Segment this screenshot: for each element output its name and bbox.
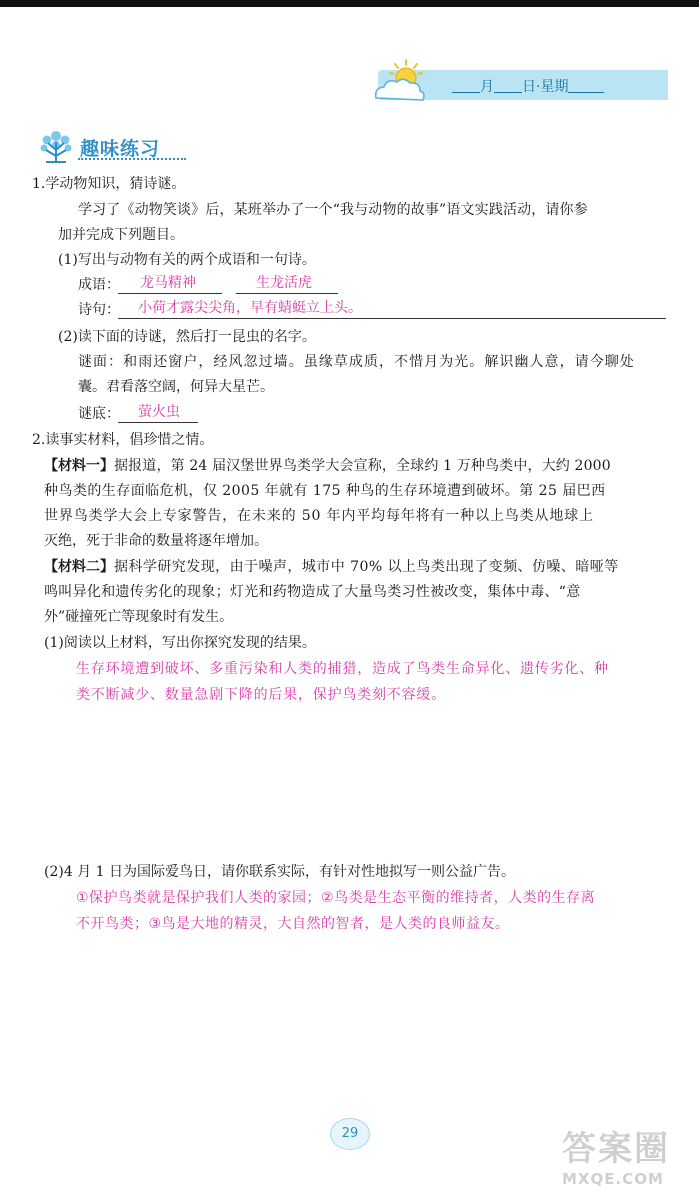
riddle-answer-label: 谜底：: [78, 406, 120, 422]
riddle-answer-blank[interactable]: [118, 422, 198, 423]
month-label: 月: [480, 79, 494, 95]
title-underline: [78, 158, 186, 160]
top-bar: [0, 0, 699, 7]
material2-line1: 据科学研究发现，由于噪声，城市中 70% 以上鸟类出现了变频、仿噪、暗哑等: [114, 559, 619, 575]
material1-line4: 灭绝，死于非命的数量将逐年增加。: [44, 533, 268, 549]
idiom-label: 成语：: [78, 277, 120, 293]
poem-blank[interactable]: [118, 318, 666, 319]
material1-line2: 种鸟类的生存面临危机，仅 2005 年就有 175 种鸟的生存环境遭到破坏。第 25 届巴西: [44, 483, 606, 499]
tree-icon: [36, 128, 76, 164]
q1-intro-line2: 加并完成下列题目。: [58, 227, 184, 243]
watermark-text: 答案圈: [562, 1129, 670, 1169]
q2-heading: 2.读事实材料，倡珍惜之情。: [32, 432, 214, 448]
material1-line1: 据报道，第 24 届汉堡世界鸟类学大会宣称，全球约 1 万种鸟类中，大约 2000: [114, 458, 611, 474]
week-blank[interactable]: [568, 78, 604, 93]
q2-part2-answer-line1: ①保护鸟类就是保护我们人类的家园；②鸟类是生态平衡的维持者，人类的生存离: [76, 890, 596, 906]
q2-part1-prompt: (1)阅读以上材料，写出你探究发现的结果。: [44, 635, 316, 651]
material2-block: [44, 557, 619, 577]
material1-line3: 世界鸟类学大会上专家警告，在未来的 50 年内平均每年将有一种以上鸟类从地球上: [44, 508, 594, 524]
riddle-line2: 囊。君看落空阔，何异大星芒。: [78, 379, 274, 395]
watermark-logo: [562, 1128, 690, 1194]
q1-part1-prompt: (1)写出与动物有关的两个成语和一句诗。: [58, 252, 316, 268]
material1-block: [44, 456, 611, 476]
q1-part2-prompt: (2)读下面的诗谜，然后打一昆虫的名字。: [58, 329, 316, 345]
idiom-blank-2[interactable]: [236, 293, 338, 294]
section-title: 趣味练习: [80, 138, 161, 160]
idiom-answer-2: 生龙活虎: [256, 275, 312, 291]
day-blank[interactable]: [494, 78, 522, 93]
q2-part1-answer-line2: 类不断减少、数量急剧下降的后果，保护鸟类刻不容缓。: [76, 687, 446, 703]
poem-answer: 小荷才露尖尖角，早有蜻蜓立上头。: [138, 300, 362, 316]
idiom-answer-1: 龙马精神: [140, 275, 196, 291]
q2-part1-answer-line1: 生存环境遭到破坏、多重污染和人类的捕猎，造成了鸟类生命异化、遗传劣化、种: [76, 661, 609, 677]
date-field: [452, 76, 604, 96]
material2-line3: 外”碰撞死亡等现象时有发生。: [44, 609, 234, 625]
watermark-url: MXQE.COM: [562, 1170, 664, 1188]
month-blank[interactable]: [452, 78, 480, 93]
riddle-answer: 萤火虫: [138, 404, 180, 420]
material1-tag: 【材料一】: [44, 458, 114, 474]
riddle-line1: 谜面：和雨还窗户，经风忽过墙。虽缘草成质，不惜月为光。解识幽人意，请今聊处: [78, 354, 635, 370]
q1-intro-line1: 学习了《动物笑谈》后，某班举办了一个“我与动物的故事”语文实践活动，请你参: [78, 202, 588, 218]
week-label: ·星期: [536, 79, 569, 95]
q2-part2-answer-line2: 不开鸟类；③鸟是大地的精灵，大自然的智者，是人类的良师益友。: [76, 916, 510, 932]
idiom-blank-1[interactable]: [118, 293, 222, 294]
q2-part2-prompt: (2)4 月 1 日为国际爱鸟日，请你联系实际，有针对性地拟写一则公益广告。: [44, 864, 515, 880]
day-label: 日: [522, 79, 536, 95]
sun-cloud-icon: [368, 58, 432, 106]
material2-tag: 【材料二】: [44, 559, 114, 575]
material2-line2: 鸣叫异化和遗传劣化的现象；灯光和药物造成了大量鸟类习性被改变，集体中毒、“意: [44, 584, 581, 600]
page-number: 29: [330, 1118, 370, 1150]
poem-label: 诗句：: [78, 302, 120, 318]
q1-heading: 1.学动物知识，猜诗谜。: [32, 176, 186, 192]
